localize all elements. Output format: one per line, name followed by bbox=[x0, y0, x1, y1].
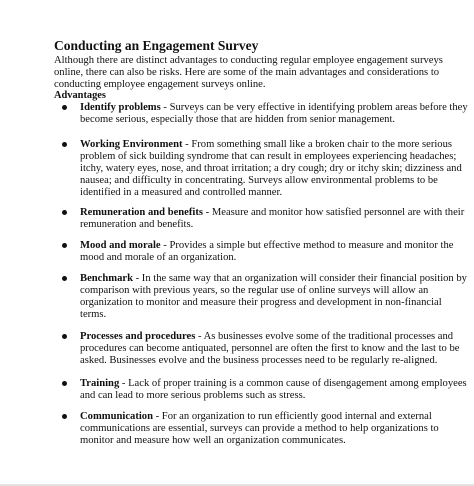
bullet-icon bbox=[62, 210, 67, 215]
advantage-term: Communication bbox=[80, 411, 153, 422]
advantage-term: Benchmark bbox=[80, 273, 133, 284]
advantage-term: Identify problems bbox=[80, 102, 161, 113]
advantage-term: Training bbox=[80, 378, 120, 389]
advantage-description: - As businesses evolve some of the traditional processes and procedures can become antiquated, personnel are often the first to know and the last to be asked. Businesses evolve and the business processes need to be regularly re-aligned. bbox=[80, 331, 460, 366]
bullet-icon bbox=[62, 334, 67, 339]
bullet-icon bbox=[62, 142, 67, 147]
advantage-term: Working Environment bbox=[80, 139, 183, 150]
advantage-term: Remuneration and benefits bbox=[80, 207, 204, 218]
advantage-text bbox=[80, 331, 470, 367]
bullet-icon bbox=[62, 414, 67, 419]
bullet-icon bbox=[62, 243, 67, 248]
advantage-description: - Measure and monitor how satisfied personnel are with their remuneration and benefits. bbox=[80, 207, 465, 230]
advantage-description: - In the same way that an organization will consider their financial position by comparison with previous years, so the regular use of online surveys will allow an organization to monitor and measure their progress and development in non-financial terms. bbox=[80, 273, 467, 320]
advantage-description: - Provides a simple but effective method to measure and monitor the mood and morale of an organization. bbox=[80, 240, 454, 263]
advantage-text bbox=[80, 102, 470, 126]
advantage-description: - From something small like a broken chair to the more serious problem of sick building syndrome that can result in employees experiencing headaches; itchy, watery eyes, nose, and throat irritation; a dry cough; dry or itchy skin; dizziness and nausea; and difficulty in concentrating. Surveys allow environmental problems to be identified in a measured and controlled manner. bbox=[80, 139, 462, 198]
advantage-text bbox=[80, 378, 470, 402]
advantage-text bbox=[80, 411, 470, 447]
intro-paragraph: Although there are distinct advantages to conducting regular employee engagement surveys online, there can also be risks. Here are some of the main advantages and considerations to conducting employee engagement surveys online. bbox=[54, 55, 443, 90]
document-title: Conducting an Engagement Survey bbox=[54, 38, 259, 53]
advantage-text bbox=[80, 139, 470, 199]
advantage-text bbox=[80, 207, 470, 231]
advantage-term: Processes and procedures bbox=[80, 331, 196, 342]
bullet-icon bbox=[62, 381, 67, 386]
advantage-text bbox=[80, 273, 470, 321]
advantage-description: - For an organization to run efficiently good internal and external communications are essential, surveys can provide a method to help organizations to monitor and measure how well an organization communicates. bbox=[80, 411, 439, 446]
advantage-description: - Surveys can be very effective in identifying problem areas before they become serious, especially those that are hidden from senior management. bbox=[80, 102, 468, 125]
advantage-text bbox=[80, 240, 470, 264]
advantages-heading: Advantages bbox=[54, 90, 106, 101]
advantage-description: - Lack of proper training is a common cause of disengagement among employees and can lead to more serious problems such as stress. bbox=[80, 378, 467, 401]
bullet-icon bbox=[62, 276, 67, 281]
bullet-icon bbox=[62, 105, 67, 110]
advantage-term: Mood and morale bbox=[80, 240, 161, 251]
